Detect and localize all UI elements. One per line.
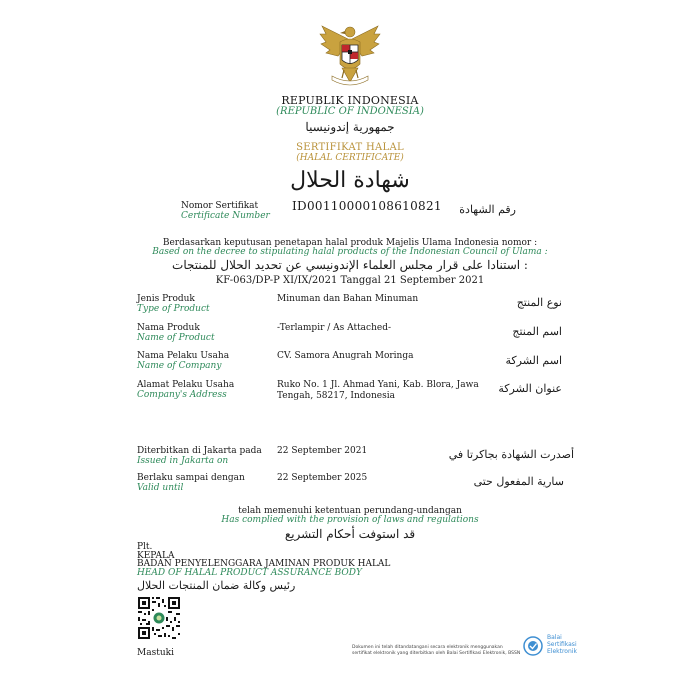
qr-code-icon — [137, 596, 181, 640]
electronic-signature-note: Dokumen ini telah ditandatangani secara elektronik menggunakan sertifikat elektronik yang diterbitkan oleh Balai Sertifikasi Elektronik, BSSN — [352, 645, 521, 656]
bsre-logo-icon — [523, 636, 543, 656]
field-value: Minuman dan Bahan Minuman — [277, 294, 419, 304]
country-name: REPUBLIK INDONESIA — [281, 94, 419, 107]
field-value: CV. Samora Anugrah Moringa — [277, 351, 414, 361]
date-label-en: Issued in Jakarta on — [137, 456, 229, 466]
country-name-en: (REPUBLIC OF INDONESIA) — [276, 106, 424, 117]
date-label-ar: سارية المفعول حتى — [473, 475, 564, 488]
document-title-ar: شهادة الحلال — [290, 168, 410, 193]
certificate-number-label-ar: رقم الشهادة — [459, 203, 516, 216]
field-label: Jenis Produk — [137, 294, 195, 304]
compliance-text: telah memenuhi ketentuan perundang-undangan — [238, 506, 462, 516]
field-value-line2: Tengah, 58217, Indonesia — [277, 391, 395, 401]
date-label-en: Valid until — [137, 483, 184, 493]
decree-text-en: Based on the decree to stipulating halal products of the Indonesian Council of Ulama : — [152, 247, 548, 257]
field-label-en: Name of Company — [137, 361, 222, 371]
field-label: Nama Produk — [137, 323, 200, 333]
document-title-en: (HALAL CERTIFICATE) — [296, 153, 404, 163]
bsre-name-line3: Elektronik — [547, 648, 577, 655]
compliance-text-en: Has complied with the provision of laws and regulations — [221, 515, 479, 525]
bsre-name — [547, 634, 577, 655]
garuda-emblem-icon — [318, 20, 382, 90]
field-label-en: Company's Address — [137, 390, 227, 400]
date-label: Diterbitkan di Jakarta pada — [137, 446, 262, 456]
field-label: Alamat Pelaku Usaha — [137, 380, 235, 390]
certificate-number-label: Nomor Sertifikat — [181, 201, 259, 211]
signatory-agency: BADAN PENYELENGGARA JAMINAN PRODUK HALAL — [137, 559, 391, 569]
issued-date: 22 September 2021 — [277, 446, 368, 456]
field-label-ar: اسم المنتج — [512, 325, 562, 338]
signatory-name: Mastuki — [137, 648, 174, 658]
compliance-text-ar: قد استوفت أحكام التشريع — [284, 527, 416, 541]
certificate-number-label-en: Certificate Number — [181, 211, 270, 221]
decree-text: Berdasarkan keputusan penetapan halal produk Majelis Ulama Indonesia nomor : — [162, 238, 538, 248]
date-label-ar: أصدرت الشهادة بجاكرتا في — [448, 448, 574, 461]
field-value: Ruko No. 1 Jl. Ahmad Yani, Kab. Blora, Jawa — [277, 380, 479, 390]
signatory-plt: Plt. — [137, 542, 153, 552]
signatory-agency-ar: رئيس وكالة ضمان المنتجات الحلال — [137, 579, 296, 592]
decree-text-ar: استنادا على قرار مجلس العلماء الإندونيسي عن تحديد الحلال للمنتجات : — [172, 258, 528, 272]
signatory-title: KEPALA — [137, 551, 175, 561]
date-label: Berlaku sampai dengan — [137, 473, 245, 483]
signatory-agency-en: HEAD OF HALAL PRODUCT ASSURANCE BODY — [137, 568, 362, 578]
field-label-ar: عنوان الشركة — [498, 382, 562, 395]
field-value: -Terlampir / As Attached- — [277, 323, 392, 333]
field-label-en: Name of Product — [137, 333, 215, 343]
certificate-number: ID00110000108610821 — [292, 199, 442, 213]
field-label-ar: نوع المنتج — [516, 296, 562, 309]
country-name-ar: جمهورية إندونيسيا — [305, 120, 395, 134]
document-title: SERTIFIKAT HALAL — [296, 142, 404, 153]
field-label-ar: اسم الشركة — [505, 354, 562, 367]
field-label: Nama Pelaku Usaha — [137, 351, 230, 361]
field-label-en: Type of Product — [137, 304, 210, 314]
bsre-name-line2: Sertifikasi — [547, 641, 577, 648]
decree-number: KF-063/DP-P XI/IX/2021 Tanggal 21 September 2021 — [215, 275, 485, 286]
valid-until-date: 22 September 2025 — [277, 473, 368, 483]
bsre-name-line1: Balai — [547, 634, 562, 641]
